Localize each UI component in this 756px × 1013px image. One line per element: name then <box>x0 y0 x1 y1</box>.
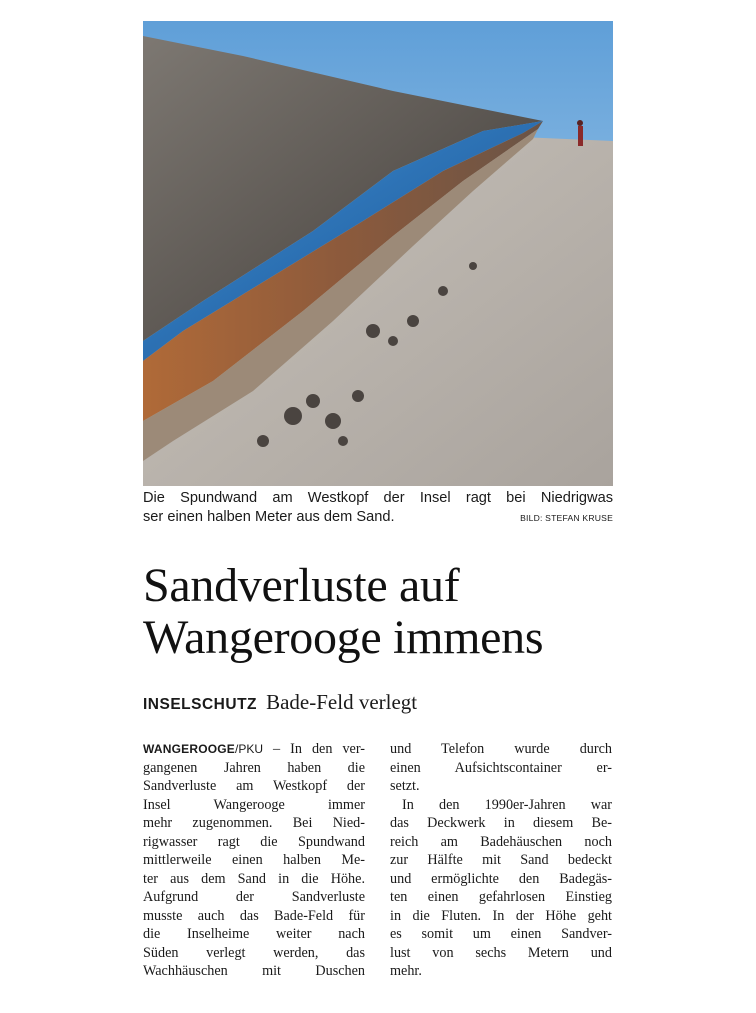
body-line: reich am Badehäuschen noch <box>390 833 612 850</box>
kicker: INSELSCHUTZ <box>143 696 257 713</box>
body-line-text: – In den ver- <box>263 741 365 757</box>
photo-caption <box>143 489 613 527</box>
body-line: und Telefon wurde durch <box>390 741 612 757</box>
body-line: Aufgrund der Sandverluste <box>143 889 365 905</box>
body-line: setzt. <box>390 778 420 794</box>
body-line: Insel Wangerooge immer <box>143 796 365 813</box>
body-line: ter aus dem Sand in die Höhe. <box>143 870 365 887</box>
body-line: In den 1990er-Jahren war <box>402 796 612 813</box>
body-line: die Inselheime weiter nach <box>143 926 365 942</box>
subtitle: Bade-Feld verlegt <box>266 690 418 714</box>
body-line: musste auch das Bade-Feld für <box>143 907 365 924</box>
body-line: in die Fluten. In der Höhe geht <box>390 907 612 924</box>
body-line: Wachhäuschen mit Duschen <box>143 963 365 979</box>
article-column-left <box>143 740 365 981</box>
subhead <box>143 690 613 715</box>
body-line: das Deckwerk in diesem Be- <box>390 815 612 831</box>
beach-seawall-photo-icon <box>143 21 613 486</box>
headline-line-1: Sandverluste auf <box>143 559 460 612</box>
article-photo <box>143 21 613 486</box>
body-line: einen Aufsichtscontainer er- <box>390 759 612 776</box>
body-line: mehr zugenommen. Bei Nied- <box>143 815 365 831</box>
photo-credit: BILD: STEFAN KRUSE <box>520 512 613 523</box>
body-line: mittlerweile einen halben Me- <box>143 852 365 868</box>
dateline: WANGEROOGE <box>143 742 236 756</box>
caption-line-2: ser einen halben Meter aus dem Sand. <box>143 508 395 525</box>
body-line: lust von sechs Metern und <box>390 944 612 961</box>
body-line: Sandverluste am Westkopf der <box>143 778 365 794</box>
body-line: mehr. <box>390 963 422 979</box>
headline-line-2: Wangerooge immens <box>143 611 544 664</box>
agency: /PKU <box>235 742 264 756</box>
article-column-right <box>390 740 612 981</box>
caption-line-1: Die Spundwand am Westkopf der Insel ragt bei Niedrigwas <box>143 490 613 506</box>
body-line <box>143 740 365 759</box>
body-line: ten einen gefahrlosen Einstieg <box>390 889 612 905</box>
body-line: Süden verlegt werden, das <box>143 944 365 961</box>
body-line: und ermöglichte den Badegäs- <box>390 870 612 887</box>
body-line: es somit um einen Sandver- <box>390 926 612 942</box>
headline <box>143 560 623 664</box>
body-line: gangenen Jahren haben die <box>143 759 365 776</box>
body-line: rigwasser ragt die Spundwand <box>143 833 365 850</box>
body-line: zur Hälfte mit Sand bedeckt <box>390 852 612 868</box>
